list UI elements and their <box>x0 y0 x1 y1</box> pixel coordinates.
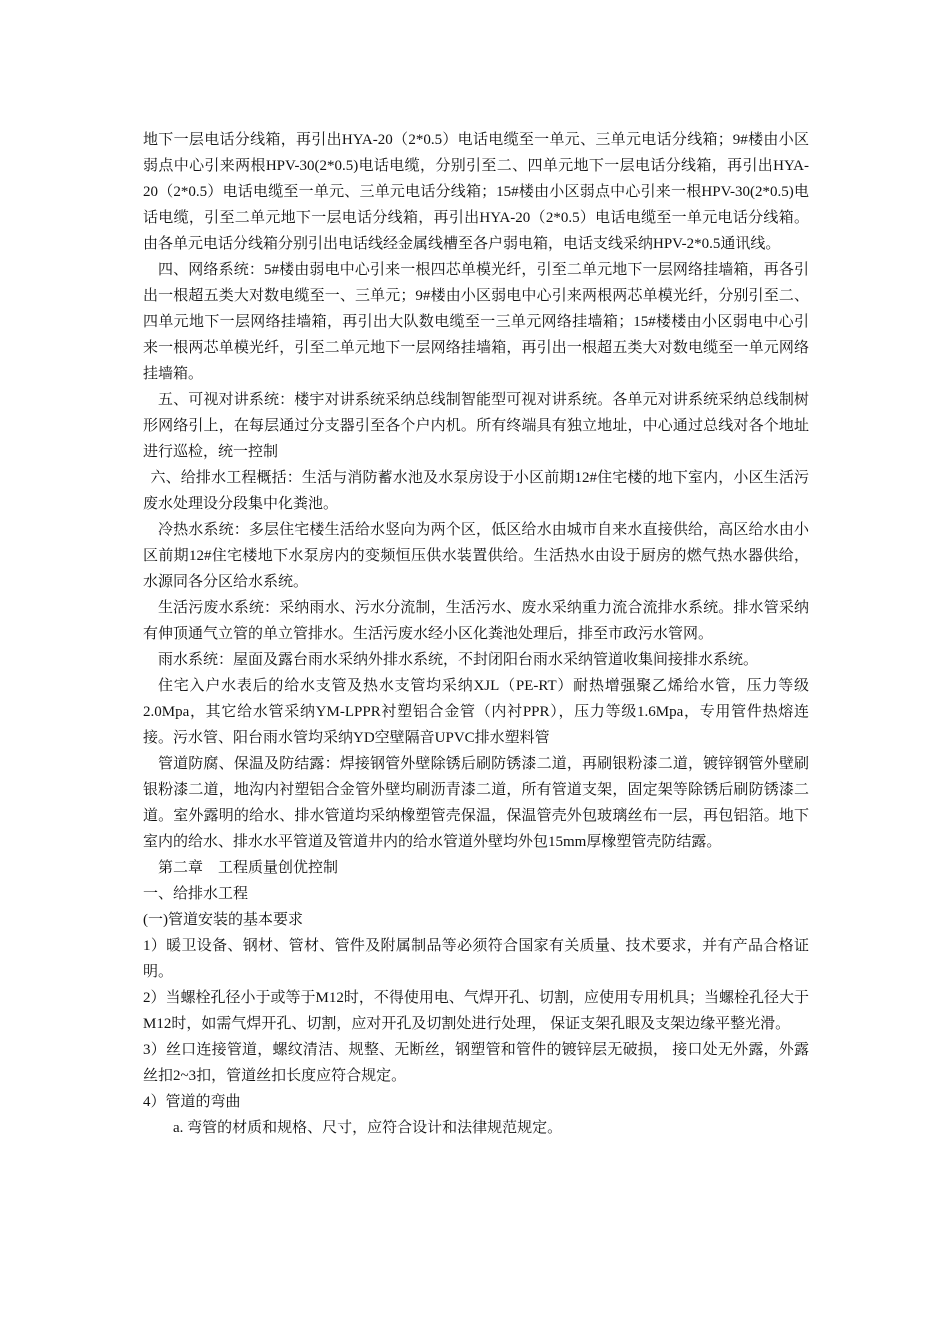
subsection-heading: (一)管道安装的基本要求 <box>143 912 303 928</box>
paragraph-pipe-materials: 住宅入户水表后的给水支管及热水支管均采纳XJL（PE-RT）耐热增强聚乙烯给水管，压力等级2.0Mpa，其它给水管采纳YM-LPPR衬塑铝合金管（内衬PPR），压力等级1.6Mpa，专用管件热熔连接。污水管、阳台雨水管均采纳YD空壁隔音UPVC排水塑料管 <box>143 678 809 746</box>
list-item-4: 4）管道的弯曲 <box>143 1094 241 1110</box>
paragraph-intercom-system: 五、可视对讲系统：楼宇对讲系统采纳总线制智能型可视对讲系统。各单元对讲系统采纳总线制树形网络引上，在每层通过分支器引至各个户内机。所有终端具有独立地址，中心通过总线对各个地址进行巡检，统一控制 <box>143 392 809 460</box>
paragraph-hot-cold-water: 冷热水系统：多层住宅楼生活给水竖向为两个区，低区给水由城市自来水直接供给，高区给水由小区前期12#住宅楼地下水泵房内的变频恒压供水装置供给。生活热水由设于厨房的燃气热水器供给，水源同各分区给水系统。 <box>143 522 809 590</box>
chapter-heading: 第二章 工程质量创优控制 <box>158 860 339 876</box>
list-item-3: 3）丝口连接管道，螺纹清洁、规整、无断丝，钢塑管和管件的镀锌层无破损， 接口处无外露，外露丝扣2~3扣，管道丝扣长度应符合规定。 <box>143 1042 809 1084</box>
paragraph-network-system: 四、网络系统：5#楼由弱电中心引来一根四芯单模光纤，引至二单元地下一层网络挂墙箱，再各引出一根超五类大对数电缆至一、三单元；9#楼由小区弱电中心引来两根两芯单模光纤，分别引至二、四单元地下一层网络挂墙箱，再引出大队数电缆至一三单元网络挂墙箱；15#楼楼由小区弱电中心引来一根两芯单模光纤，引至二单元地下一层网络挂墙箱，再引出一根超五类大对数电缆至一单元网络挂墙箱。 <box>143 262 809 382</box>
list-item-2: 2）当螺栓孔径小于或等于M12时，不得使用电、气焊开孔、切割，应使用专用机具；当螺栓孔径大于M12时，如需气焊开孔、切割，应对开孔及切割处进行处理， 保证支架孔眼及支架边缘平整光滑。 <box>143 990 809 1032</box>
paragraph-waste-water: 生活污废水系统：采纳雨水、污水分流制，生活污水、废水采纳重力流合流排水系统。排水管采纳有伸顶通气立管的单立管排水。生活污废水经小区化粪池处理后，排至市政污水管网。 <box>143 600 809 642</box>
paragraph-telephone-system: 地下一层电话分线箱，再引出HYA-20（2*0.5）电话电缆至一单元、三单元电话分线箱；9#楼由小区弱点中心引来两根HPV-30(2*0.5)电话电缆，分别引至二、四单元地下一层电话分线箱，再引出HYA-20（2*0.5）电话电缆至一单元、三单元电话分线箱；15#楼由小区弱点中心引来一根HPV-30(2*0.5)电话电缆，引至二单元地下一层电话分线箱，再引出HYA-20（2*0.5）电话电缆至一单元电话分线箱。由各单元电话分线箱分别引出电话线经金属线槽至各户弱电箱，电话支线采纳HPV-2*0.5通讯线。 <box>143 132 809 252</box>
document-body <box>143 127 809 1141</box>
paragraph-anticorrosion: 管道防腐、保温及防结露：焊接钢管外壁除锈后刷防锈漆二道，再刷银粉漆二道，镀锌钢管外壁刷银粉漆二道，地沟内衬塑铝合金管外壁均刷沥青漆二道，所有管道支架，固定架等除锈后刷防锈漆二道。室外露明的给水、排水管道均采纳橡塑管壳保温，保温管壳外包玻璃丝布一层，再包铝箔。地下室内的给水、排水水平管道及管道井内的给水管道外壁均外包15mm厚橡塑管壳防结露。 <box>143 756 809 850</box>
list-item-1: 1）暖卫设备、钢材、管材、管件及附属制品等必须符合国家有关质量、技术要求，并有产品合格证明。 <box>143 938 809 980</box>
list-subitem-a: a. 弯管的材质和规格、尺寸，应符合设计和法律规范规定。 <box>173 1120 563 1136</box>
section-heading: 一、给排水工程 <box>143 886 249 902</box>
paragraph-water-overview: 六、给排水工程概括：生活与消防蓄水池及水泵房设于小区前期12#住宅楼的地下室内，小区生活污废水处理设分段集中化粪池。 <box>143 470 809 512</box>
paragraph-rain-water: 雨水系统：屋面及露台雨水采纳外排水系统，不封闭阳台雨水采纳管道收集间接排水系统。 <box>158 652 759 668</box>
